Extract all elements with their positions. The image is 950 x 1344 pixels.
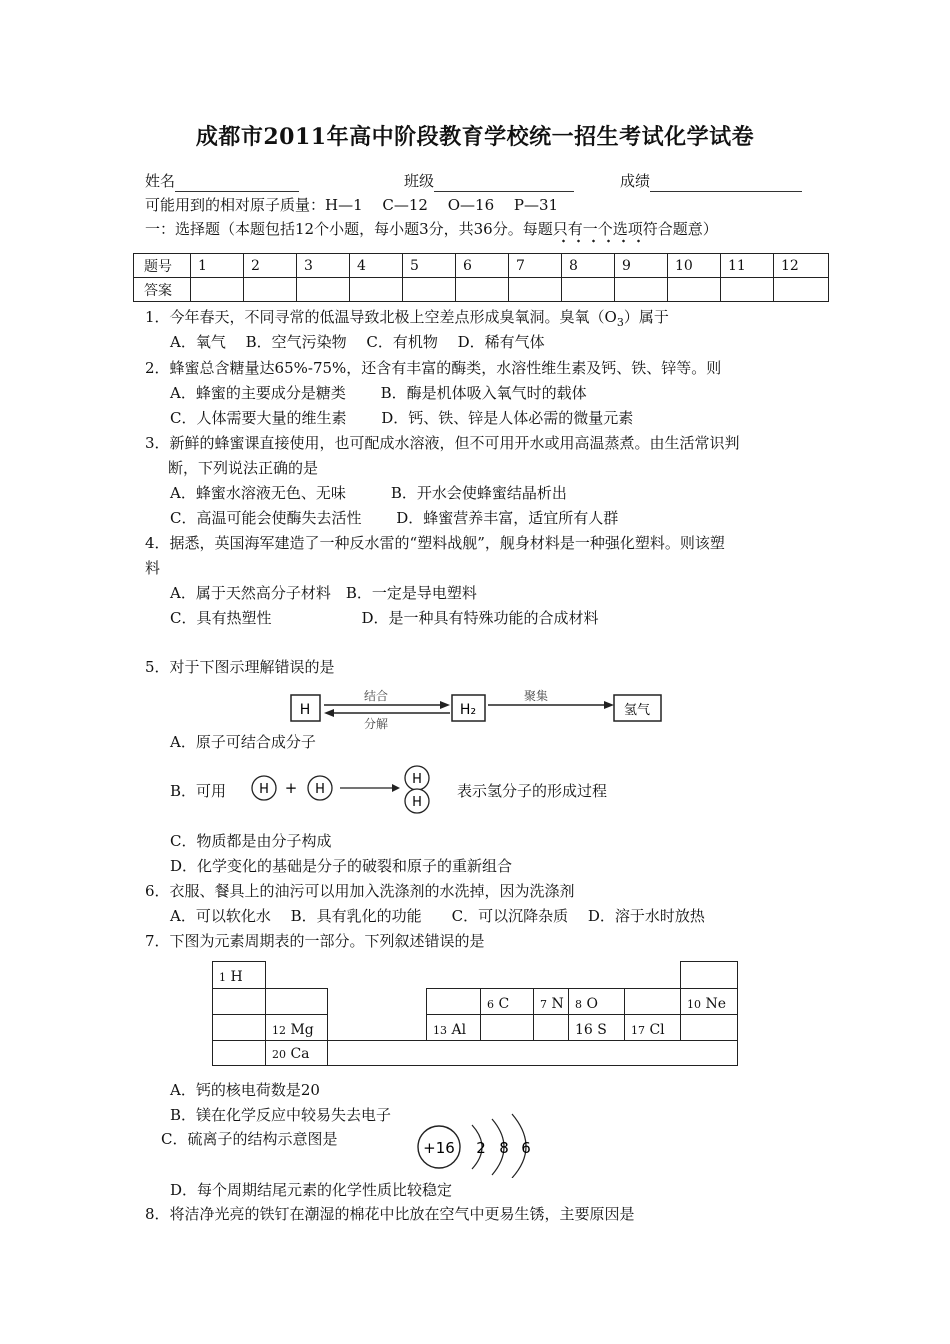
q5-option-c: C．物质都是由分子构成 <box>170 832 332 850</box>
h2-lower-atom-label: H <box>412 795 422 810</box>
class-field[interactable] <box>404 170 574 192</box>
q5-hydrogen-diagram <box>288 686 666 730</box>
q5-molecule-formation-diagram <box>248 762 438 824</box>
element-o: 8 O <box>568 988 625 1015</box>
q6-stem: 6．衣服、餐具上的油污可以用加入洗涤剂的水洗掉，因为洗涤剂 <box>145 882 575 900</box>
q2-options-ab: A．蜂蜜的主要成分是糖类 B．酶是机体吸入氧气时的载体 <box>170 384 587 402</box>
q1-stem-text: 1．今年春天，不同寻常的低温导致北极上空差点形成臭氧洞。臭氧（O <box>145 308 617 326</box>
gather-arrowhead <box>604 701 614 709</box>
q5-option-b-suffix: 表示氢分子的形成过程 <box>457 782 608 800</box>
q4-stem-line1: 4．据悉，英国海军建造了一种反水雷的“塑料战舰”，舰身材料是一种强化塑料。则该塑 <box>145 534 725 552</box>
q1-subscript: 3 <box>616 316 624 329</box>
answer-cell[interactable] <box>721 278 774 302</box>
gather-label: 聚集 <box>523 689 549 703</box>
answer-table-header-answer: 答案 <box>134 278 191 302</box>
name-label: 姓名 <box>145 172 176 190</box>
sulfur-ion-structure-diagram <box>412 1112 542 1178</box>
section-1-suffix: 符合题意） <box>642 220 718 238</box>
q7-stem: 7．下图为元素周期表的一部分。下列叙述错误的是 <box>145 932 485 950</box>
answer-cell[interactable] <box>774 278 829 302</box>
class-blank[interactable] <box>434 175 574 192</box>
question-number-cell: 10 <box>668 254 721 278</box>
empty-cell-wide <box>327 1040 738 1066</box>
score-field[interactable] <box>620 170 802 192</box>
atomic-mass-line: 可能用到的相对原子质量：H—1 C—12 O—16 P—31 <box>145 196 559 214</box>
answer-table-header-number: 题号 <box>134 254 191 278</box>
question-number-cell: 2 <box>244 254 297 278</box>
answer-cell[interactable] <box>403 278 456 302</box>
q1-stem-text-end: ）属于 <box>623 308 669 326</box>
score-label: 成绩 <box>620 172 651 190</box>
shell-electron-count: 8 <box>499 1139 509 1157</box>
question-number-cell: 1 <box>191 254 244 278</box>
empty-cell <box>624 988 681 1015</box>
h2-molecule-label: H₂ <box>459 702 477 718</box>
q1-stem <box>145 306 669 334</box>
q7-option-a: A．钙的核电荷数是20 <box>170 1081 320 1099</box>
element-cl: 17 Cl <box>624 1014 681 1041</box>
element-c: 6 C <box>480 988 534 1015</box>
q3-options-ab: A．蜂蜜水溶液无色、无味 B．开水会使蜂蜜结晶析出 <box>170 484 567 502</box>
q2-options-cd: C．人体需要大量的维生素 D．钙、铁、锌是人体必需的微量元素 <box>170 409 634 427</box>
name-field[interactable] <box>145 170 299 192</box>
question-number-cell: 5 <box>403 254 456 278</box>
h-atom-circle-label: H <box>259 782 269 797</box>
q5-option-d: D．化学变化的基础是分子的破裂和原子的重新组合 <box>170 857 513 875</box>
shell-electron-count: 6 <box>521 1139 531 1157</box>
periodic-table-fragment <box>212 961 738 1066</box>
empty-cell <box>212 1040 266 1066</box>
q4-stem-line2: 料 <box>145 559 161 577</box>
empty-cell <box>680 961 738 989</box>
section-1-heading <box>145 218 718 240</box>
empty-cell <box>680 1014 738 1041</box>
hydrogen-gas-label: 氢气 <box>623 703 651 718</box>
score-blank[interactable] <box>650 175 802 192</box>
q7-option-b: B．镁在化学反应中较易失去电子 <box>170 1106 392 1124</box>
empty-cell <box>265 988 328 1015</box>
q4-options-ab: A．属于天然高分子材料 B．一定是导电塑料 <box>170 584 477 602</box>
nucleus-charge: +16 <box>423 1139 455 1157</box>
decompose-arrowhead <box>324 709 334 717</box>
class-label: 班级 <box>404 172 435 190</box>
question-number-cell: 12 <box>774 254 829 278</box>
shell-electron-count: 2 <box>476 1139 486 1157</box>
q3-stem-line1: 3．新鲜的蜂蜜课直接使用，也可配成水溶液，但不可用开水或用高温蒸煮。由生活常识判 <box>145 434 740 452</box>
plus-sign: + <box>284 779 298 797</box>
answer-cell[interactable] <box>668 278 721 302</box>
question-number-cell: 6 <box>456 254 509 278</box>
q2-stem: 2．蜂蜜总含糖量达65%-75%，还含有丰富的酶类，水溶性维生素及钙、铁、锌等。则 <box>145 359 722 377</box>
q7-option-c: C．硫离子的结构示意图是 <box>161 1130 338 1148</box>
question-number-cell: 9 <box>615 254 668 278</box>
question-number-cell: 3 <box>297 254 350 278</box>
question-number-cell: 7 <box>509 254 562 278</box>
answer-table-number-row <box>134 254 829 278</box>
element-mg: 12 Mg <box>265 1014 328 1041</box>
element-n: 7 N <box>533 988 569 1015</box>
q8-stem: 8．将洁净光亮的铁钉在潮湿的棉花中比放在空气中更易生锈，主要原因是 <box>145 1205 635 1223</box>
q7-option-d: D．每个周期结尾元素的化学性质比较稳定 <box>170 1181 453 1199</box>
element-s: 16 S <box>568 1014 625 1041</box>
h2-upper-atom-label: H <box>412 772 422 787</box>
question-number-cell: 11 <box>721 254 774 278</box>
combine-label: 结合 <box>363 689 389 703</box>
empty-cell <box>426 988 481 1015</box>
q5-option-a: A．原子可结合成分子 <box>170 733 316 751</box>
element-h: 1 H <box>212 961 266 989</box>
answer-cell[interactable] <box>615 278 668 302</box>
element-al: 13 Al <box>426 1014 481 1041</box>
empty-cell <box>480 1014 534 1041</box>
h-atom-circle-label: H <box>315 782 325 797</box>
answer-cell[interactable] <box>509 278 562 302</box>
answer-cell[interactable] <box>350 278 403 302</box>
answer-table <box>133 253 829 302</box>
empty-cell <box>533 1014 569 1041</box>
q5-option-b-prefix: B．可用 <box>170 782 227 800</box>
q3-options-cd: C．高温可能会使酶失去活性 D．蜂蜜营养丰富，适宜所有人群 <box>170 509 619 527</box>
combine-arrowhead <box>440 701 450 709</box>
reaction-arrowhead <box>392 784 400 792</box>
answer-table-answer-row <box>134 278 829 302</box>
answer-cell[interactable] <box>456 278 509 302</box>
section-1-emphasis: 只有一个选项 <box>553 220 643 244</box>
page-title: 成都市2011年高中阶段教育学校统一招生考试化学试卷 <box>195 124 755 150</box>
answer-cell[interactable] <box>562 278 615 302</box>
question-number-cell: 8 <box>562 254 615 278</box>
empty-cell <box>212 988 266 1015</box>
element-ca: 20 Ca <box>265 1040 328 1066</box>
answer-cell[interactable] <box>191 278 244 302</box>
empty-cell <box>212 1014 266 1041</box>
h-atom-label: H <box>299 702 311 718</box>
q4-options-cd: C．具有热塑性 D．是一种具有特殊功能的合成材料 <box>170 609 599 627</box>
name-blank[interactable] <box>175 175 299 192</box>
answer-cell[interactable] <box>297 278 350 302</box>
q5-stem: 5．对于下图示理解错误的是 <box>145 658 335 676</box>
answer-cell[interactable] <box>244 278 297 302</box>
question-number-cell: 4 <box>350 254 403 278</box>
element-ne: 10 Ne <box>680 988 738 1015</box>
q6-options: A．可以软化水 B．具有乳化的功能 C．可以沉降杂质 D．溶于水时放热 <box>170 907 705 925</box>
q1-options: A．氧气 B．空气污染物 C．有机物 D．稀有气体 <box>170 333 545 351</box>
decompose-label: 分解 <box>363 717 389 730</box>
section-1-prefix: 一：选择题（本题包括12个小题，每小题3分，共36分。每题 <box>145 220 553 238</box>
q3-stem-line2: 断，下列说法正确的是 <box>168 459 319 477</box>
